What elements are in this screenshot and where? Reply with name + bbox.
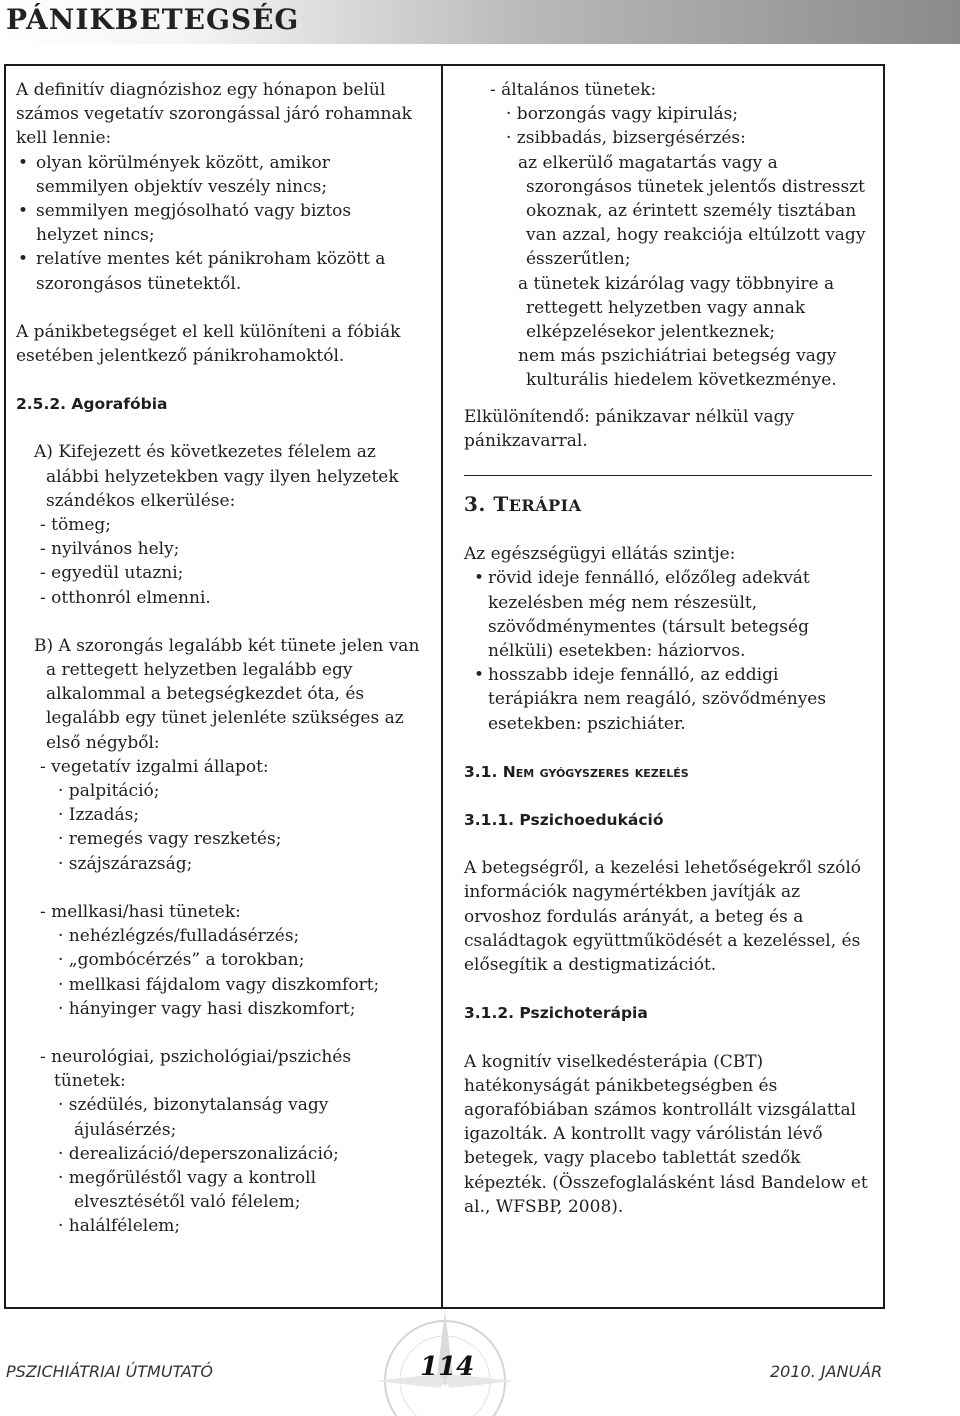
criterion-a-item: - tömeg; bbox=[40, 515, 112, 536]
symptom-group-heading: - általános tünetek: bbox=[490, 80, 657, 100]
criterion-b-line: első négyből: bbox=[46, 732, 160, 753]
criterion-b-line: alkalommal a betegségkezdet óta, és bbox=[46, 684, 365, 705]
subsubsection-heading: 3.1.2. Pszichoterápia bbox=[464, 1004, 648, 1023]
subsection-number: 3.1. bbox=[464, 762, 503, 781]
bullet-icon: • bbox=[474, 568, 485, 589]
criterion-a-line: A) Kifejezett és következetes félelem az bbox=[34, 442, 376, 463]
page-header bbox=[0, 0, 960, 44]
footer-publication: PSZICHIÁTRIAI ÚTMUTATÓ bbox=[6, 1362, 213, 1381]
symptom-item: · mellkasi fájdalom vagy diszkomfort; bbox=[58, 974, 380, 995]
criterion-line: rettegett helyzetben vagy annak bbox=[526, 297, 806, 318]
criterion-a-item: - otthonról elmenni. bbox=[40, 587, 211, 608]
bullet-line: semmilyen megjósolható vagy biztos bbox=[36, 201, 352, 222]
subsection-title bbox=[464, 760, 874, 784]
bullet-icon: • bbox=[474, 665, 485, 686]
paragraph-line: információk nagymértékben javítják az bbox=[464, 882, 801, 903]
subsubsection-heading: 3.1.1. Pszichoedukáció bbox=[464, 811, 664, 830]
bullet-line: helyzet nincs; bbox=[36, 225, 155, 246]
symptom-item: · szájszárazság; bbox=[58, 853, 193, 874]
symptom-item: elvesztésétől való félelem; bbox=[74, 1192, 301, 1213]
section-rule bbox=[464, 475, 872, 476]
care-level-heading: Az egészségügyi ellátás szintje: bbox=[464, 544, 736, 565]
intro-line: kell lennie: bbox=[16, 128, 112, 149]
paragraph-line: al., WFSBP, 2008). bbox=[464, 1196, 624, 1217]
page-footer bbox=[0, 1352, 960, 1388]
criterion-b-line: a rettegett helyzetben legalább egy bbox=[46, 660, 353, 681]
page-title: PÁNIKBETEGSÉG bbox=[6, 3, 300, 36]
column-divider bbox=[441, 64, 443, 1307]
paragraph-line: agorafóbiában számos kontrollált vizsgálattal bbox=[464, 1099, 857, 1120]
symptom-item: · halálfélelem; bbox=[58, 1216, 181, 1237]
paragraph-line: hatékonyságát pánikbetegségben és bbox=[464, 1075, 778, 1096]
symptom-item: · megőrüléstől vagy a kontroll bbox=[58, 1167, 317, 1188]
paragraph-line: A betegségről, a kezelési lehetőségekről szóló bbox=[464, 858, 862, 879]
paragraph-line: betegek, vagy placebo tablettát szedők bbox=[464, 1148, 801, 1169]
symptom-item: · Izzadás; bbox=[58, 805, 140, 826]
symptom-item: · palpitáció; bbox=[58, 781, 160, 802]
bullet-line: hosszabb ideje fennálló, az eddigi bbox=[488, 665, 779, 686]
symptom-group-heading: tünetek: bbox=[54, 1071, 126, 1092]
criterion-a-item: - nyilvános hely; bbox=[40, 539, 180, 560]
criterion-line: kulturális hiedelem következménye. bbox=[526, 370, 837, 391]
criterion-line: elképzelésekor jelentkeznek; bbox=[526, 322, 776, 343]
symptom-item: ájulásérzés; bbox=[74, 1119, 177, 1140]
criterion-a-item: - egyedül utazni; bbox=[40, 563, 184, 584]
bullet-icon: • bbox=[18, 249, 29, 270]
bullet-line: szövődménymentes (társult betegség bbox=[488, 616, 809, 637]
differential-line: esetében jelentkező pánikrohamoktól. bbox=[16, 346, 345, 367]
care-bullet bbox=[464, 566, 874, 663]
section-title bbox=[464, 492, 874, 518]
bullet-line: esetekben: pszichiáter. bbox=[488, 713, 686, 734]
paragraph-line: A kognitív viselkedésterápia (CBT) bbox=[464, 1051, 764, 1072]
paragraph-line: igazolták. A kontrollt vagy várólistán lévő bbox=[464, 1124, 823, 1145]
symptom-item: · derealizáció/deperszonalizáció; bbox=[58, 1143, 339, 1164]
differential-line: Elkülönítendő: pánikzavar nélkül vagy bbox=[464, 406, 795, 427]
footer-date: 2010. JANUÁR bbox=[770, 1362, 883, 1381]
symptom-group-heading: - mellkasi/hasi tünetek: bbox=[40, 901, 241, 922]
bullet-icon: • bbox=[18, 152, 29, 173]
criteria-bullet bbox=[16, 151, 426, 199]
symptom-item: · szédülés, bizonytalanság vagy bbox=[58, 1095, 329, 1116]
criterion-line: okoznak, az érintett személy tisztában bbox=[526, 201, 857, 222]
bullet-line: olyan körülmények között, amikor bbox=[36, 152, 330, 173]
criterion-b-line: B) A szorongás legalább két tünete jelen van bbox=[34, 635, 420, 656]
symptom-item: · nehézlégzés/fulladásérzés; bbox=[58, 926, 300, 947]
symptom-item: · zsibbadás, bizsergésérzés: bbox=[506, 128, 746, 149]
symptom-item: · hányinger vagy hasi diszkomfort; bbox=[58, 998, 356, 1019]
intro-line: számos vegetatív szorongással járó rohamnak bbox=[16, 104, 412, 125]
care-bullet bbox=[464, 663, 874, 736]
section-initial: T bbox=[493, 492, 509, 517]
symptom-item: · borzongás vagy kipirulás; bbox=[506, 104, 739, 125]
differential-line: pánikzavarral. bbox=[464, 430, 588, 451]
bullet-line: kezelésben még nem részesült, bbox=[488, 592, 758, 613]
bullet-line: relatíve mentes két pánikroham között a bbox=[36, 249, 386, 270]
bullet-line: szorongásos tünetektől. bbox=[36, 273, 242, 294]
bullet-line: rövid ideje fennálló, előzőleg adekvát bbox=[488, 568, 810, 589]
right-column bbox=[464, 78, 874, 1219]
symptom-item: · „gombócérzés” a torokban; bbox=[58, 950, 305, 971]
criterion-line: szorongásos tünetek jelentős distresszt bbox=[526, 176, 865, 197]
bullet-icon: • bbox=[18, 201, 29, 222]
criterion-line: ésszerűtlen; bbox=[526, 249, 631, 270]
criterion-a-line: alábbi helyzetekben vagy ilyen helyzetek bbox=[46, 466, 399, 487]
differential-line: A pánikbetegséget el kell különíteni a fóbiák bbox=[16, 321, 401, 342]
criterion-line: a tünetek kizárólag vagy többnyire a bbox=[518, 273, 835, 294]
bullet-line: terápiákra nem reagáló, szövődményes bbox=[488, 689, 827, 710]
criteria-bullet bbox=[16, 247, 426, 295]
criterion-b-line: legalább egy tünet jelenléte szükséges az bbox=[46, 708, 404, 729]
intro-line: A definitív diagnózishoz egy hónapon belül bbox=[16, 80, 386, 100]
subsection-label: Nem gyógyszeres kezelés bbox=[502, 762, 689, 781]
criterion-line: nem más pszichiátriai betegség vagy bbox=[518, 346, 837, 367]
paragraph-line: családtagok együttműködését a kezeléssel, és bbox=[464, 930, 861, 951]
paragraph-line: képezték. (Összefoglalásként lásd Bandelow et bbox=[464, 1172, 868, 1193]
section-heading: 2.5.2. Agorafóbia bbox=[16, 395, 168, 414]
criterion-line: van azzal, hogy reakciója eltúlzott vagy bbox=[526, 225, 866, 246]
criterion-line: az elkerülő magatartás vagy a bbox=[518, 152, 778, 173]
symptom-group-heading: - vegetatív izgalmi állapot: bbox=[40, 756, 269, 777]
symptom-group-heading: - neurológiai, pszichológiai/pszichés bbox=[40, 1046, 352, 1067]
paragraph-line: orvoshoz fordulás arányát, a beteg és a bbox=[464, 906, 804, 927]
paragraph-line: elősegítik a destigmatizációt. bbox=[464, 955, 717, 976]
bullet-line: nélküli) esetekben: háziorvos. bbox=[488, 641, 746, 662]
bullet-line: semmilyen objektív veszély nincs; bbox=[36, 176, 328, 197]
criterion-a-line: szándékos elkerülése: bbox=[46, 490, 236, 511]
symptom-item: · remegés vagy reszketés; bbox=[58, 829, 282, 850]
section-number: 3. bbox=[464, 492, 494, 517]
left-column bbox=[16, 78, 426, 1239]
criteria-bullet bbox=[16, 199, 426, 247]
section-rest: ERÁPIA bbox=[508, 496, 582, 516]
page-number: 114 bbox=[420, 1352, 475, 1382]
